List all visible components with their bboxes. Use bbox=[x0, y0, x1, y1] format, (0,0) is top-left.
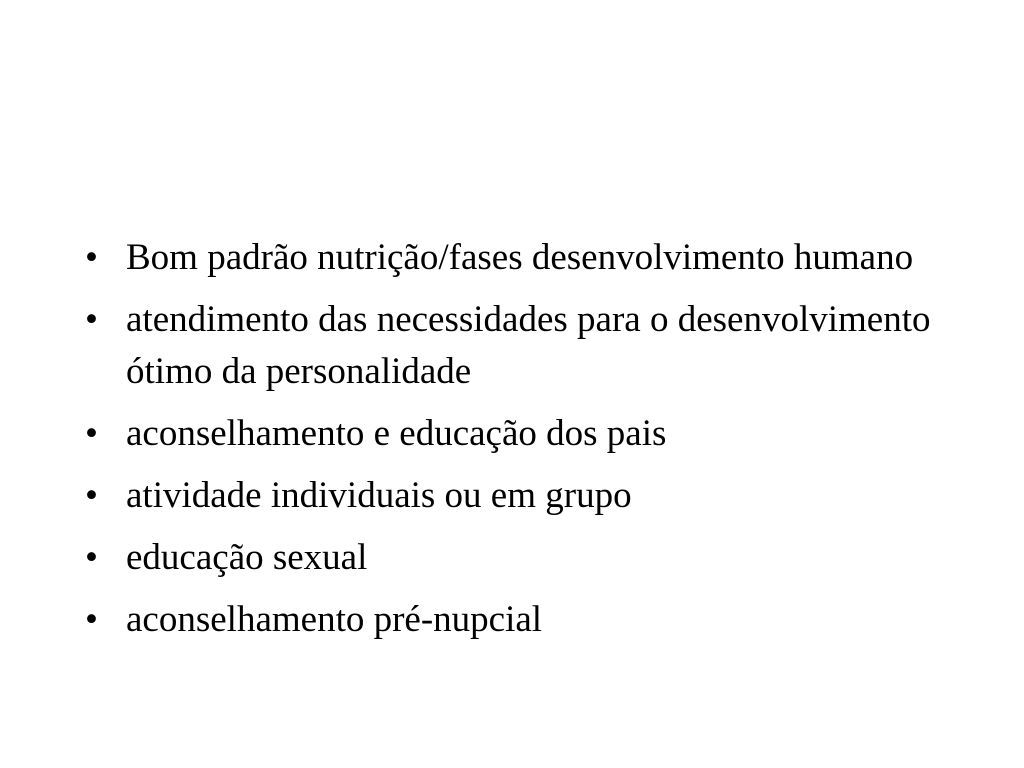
bullet-item bbox=[85, 408, 965, 460]
bullet-text: aconselhamento e educação dos pais bbox=[126, 413, 667, 454]
bullet-marker: • bbox=[85, 537, 98, 578]
bullet-item bbox=[85, 470, 965, 522]
bullet-text: aconselhamento pré-nupcial bbox=[126, 599, 543, 640]
bullet-marker: • bbox=[85, 599, 98, 640]
bullet-text: Bom padrão nutrição/fases desenvolvimento humano bbox=[126, 237, 914, 278]
bullet-marker: • bbox=[85, 299, 98, 340]
bullet-text: atividade individuais ou em grupo bbox=[126, 475, 632, 516]
bullet-marker: • bbox=[85, 413, 98, 454]
bullet-list bbox=[85, 232, 965, 656]
bullet-marker: • bbox=[85, 475, 98, 516]
bullet-text: atendimento das necessidades para o desenvolvimento ótimo da personalidade bbox=[126, 299, 931, 392]
bullet-item bbox=[85, 532, 965, 584]
bullet-item bbox=[85, 232, 965, 284]
bullet-text: educação sexual bbox=[126, 537, 368, 578]
bullet-item bbox=[85, 294, 965, 398]
bullet-item bbox=[85, 594, 965, 646]
bullet-marker: • bbox=[85, 237, 98, 278]
